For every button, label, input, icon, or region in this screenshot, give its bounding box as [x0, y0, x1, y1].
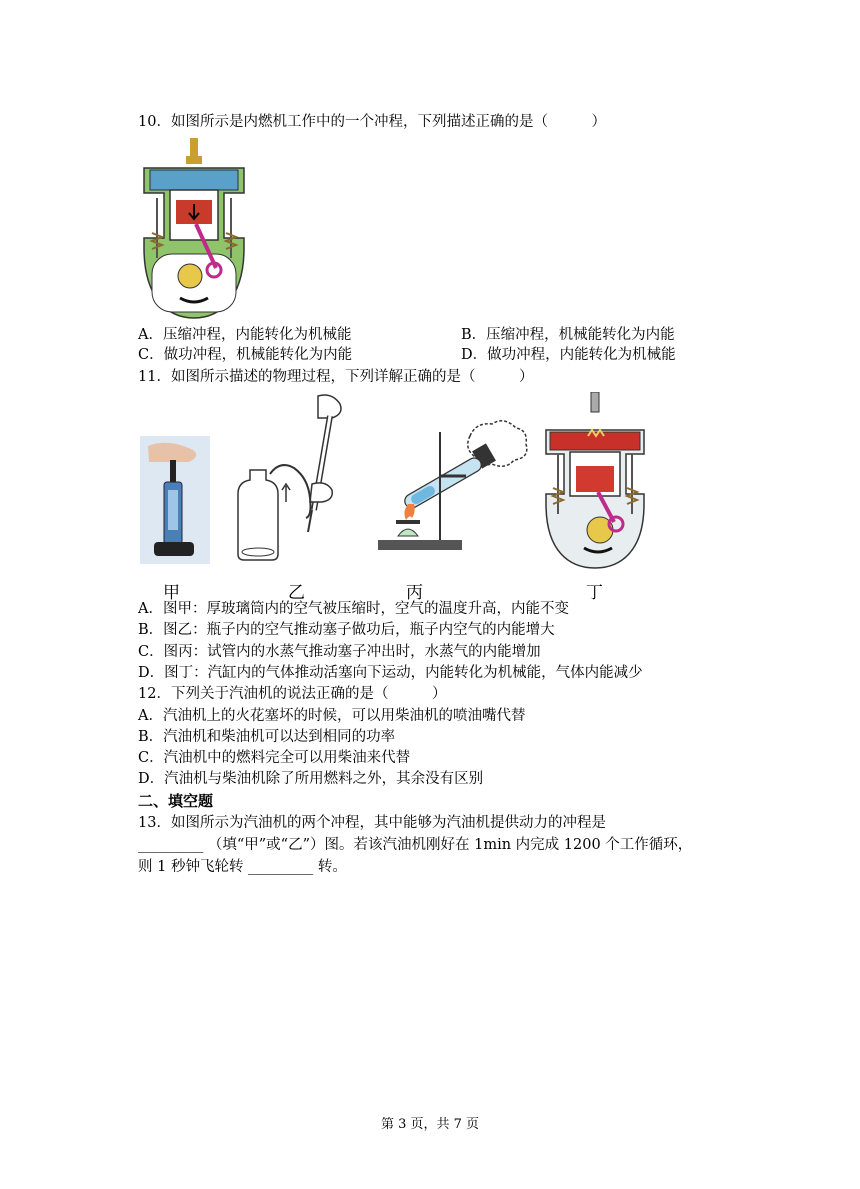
q11-option-d: D．图丁：汽缸内的气体推动活塞向下运动，内能转化为机械能，气体内能减少: [138, 665, 643, 681]
q10-option-d: D．做功冲程，内能转化为机械能: [461, 347, 676, 363]
engine-diagram-q10: [140, 138, 248, 320]
q12-option-a: A．汽油机上的火花塞坏的时候，可以用柴油机的喷油嘴代替: [138, 708, 526, 724]
q12-option-d: D．汽油机与柴油机除了所用燃料之外，其余没有区别: [138, 771, 484, 787]
q12-option-b: B．汽油机和柴油机可以达到相同的功率: [138, 729, 396, 745]
compression-tube-figure: [140, 436, 210, 564]
section-heading-fill-in: 二、填空题: [138, 792, 214, 810]
caption-jia: 甲: [163, 583, 180, 603]
q10-option-a: A．压缩冲程，内能转化为机械能: [138, 327, 352, 343]
q13-line-2: _________ （填“甲”或“乙”）图。若该汽油机刚好在 1min 内完成 1200 个工作循环，: [138, 837, 693, 853]
q12-stem: 12．下列关于汽油机的说法正确的是（ ）: [138, 686, 447, 702]
q11-option-a: A．图甲：厚玻璃筒内的空气被压缩时，空气的温度升高，内能不变: [138, 601, 569, 617]
q11-option-c: C．图丙：试管内的水蒸气推动塞子冲出时，水蒸气的内能增加: [138, 644, 541, 660]
q12-option-c: C．汽油机中的燃料完全可以用柴油来代替: [138, 750, 411, 766]
q11-option-b: B．图乙：瓶子内的空气推动塞子做功后，瓶子内空气的内能增大: [138, 622, 555, 638]
q10-option-c: C．做功冲程，机械能转化为内能: [138, 347, 353, 363]
q11-stem: 11．如图所示描述的物理过程，下列详解正确的是（ ）: [138, 369, 534, 385]
q10-stem: 10．如图所示是内燃机工作中的一个冲程，下列描述正确的是（ ）: [138, 114, 606, 130]
caption-yi: 乙: [288, 583, 305, 603]
caption-bing: 丙: [406, 583, 423, 603]
bottle-pump-figure: [232, 392, 360, 564]
q13-line-1: 13．如图所示为汽油机的两个冲程，其中能够为汽油机提供动力的冲程是: [138, 815, 606, 831]
test-tube-steam-figure: [370, 416, 530, 558]
caption-ding: 丁: [586, 583, 603, 603]
page-footer: 第 3 页，共 7 页: [380, 1117, 480, 1132]
engine-diagram-q11: [544, 392, 646, 570]
q13-line-3: 则 1 秒钟飞轮转 _________ 转。: [138, 859, 347, 875]
q10-option-b: B．压缩冲程，机械能转化为内能: [461, 327, 675, 343]
